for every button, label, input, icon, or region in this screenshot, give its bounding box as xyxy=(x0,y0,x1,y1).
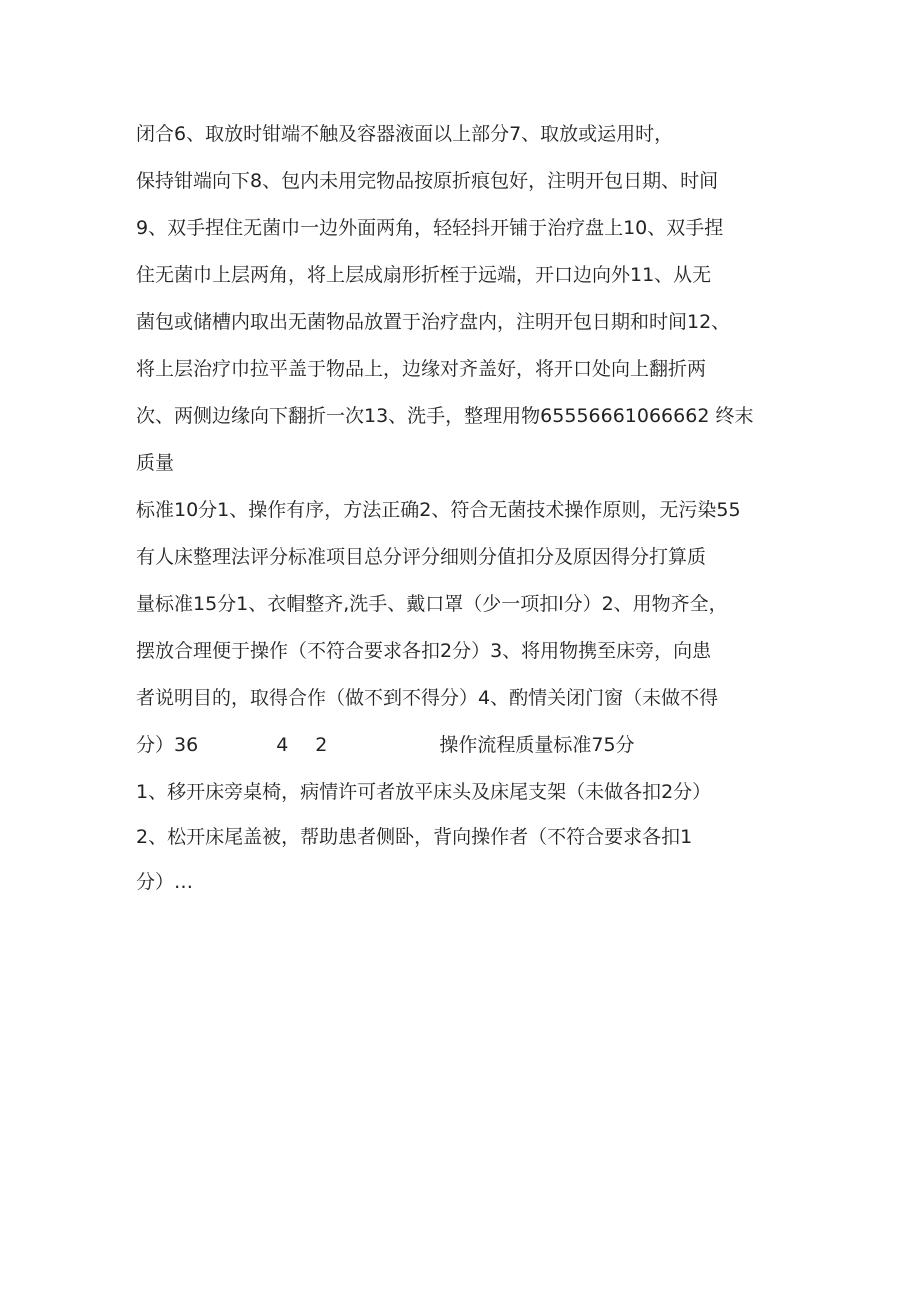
section-heading: 操作流程质量标准75分 xyxy=(439,734,635,756)
text-line: 1、移开床旁桌椅，病情许可者放平床头及床尾支架（未做各扣2分） xyxy=(136,781,712,803)
text-line: 住无菌巾上层两角，将上层成扇形折桎于远端，开口边向外11、从无 xyxy=(136,264,712,286)
text-line: 次、两侧边缘向下翻折一次13、洗手，整理用物65556661066662 终末 xyxy=(136,405,754,427)
text-line: 保持钳端向下8、包内未用完物品按原折痕包好，注明开包日期、时间 xyxy=(136,170,719,192)
text-line: 9、双手捏住无菌巾一边外面两角，轻轻抖开铺于治疗盘上10、双手捏 xyxy=(136,217,724,239)
score-value-b: 2 xyxy=(315,734,328,756)
document-body xyxy=(136,114,812,906)
text-line: 摆放合理便于操作（不符合要求各扣2分）3、将用物携至床旁，向患 xyxy=(136,640,712,662)
text-line: 质量 xyxy=(136,452,175,474)
text-line: 标准10分1、操作有序，方法正确2、符合无菌技术操作原则，无污染55 xyxy=(136,499,741,521)
text-line: 闭合6、取放时钳端不触及容器液面以上部分7、取放或运用时， xyxy=(136,123,674,145)
text-line: 者说明目的，取得合作（做不到不得分）4、酌情关闭门窗（未做不得 xyxy=(136,687,719,709)
text-line: 将上层治疗巾拉平盖于物品上，边缘对齐盖好，将开口处向上翻折两 xyxy=(136,358,707,380)
text-line: 分）… xyxy=(136,871,194,893)
score-prefix: 分）36 xyxy=(136,734,199,756)
score-value-a: 4 xyxy=(276,734,289,756)
text-line: 有人床整理法评分标准项目总分评分细则分值扣分及原因得分打算质 xyxy=(136,546,707,568)
text-line: 菌包或储槽内取出无菌物品放置于治疗盘内，注明开包日期和时间12、 xyxy=(136,311,731,333)
text-line: 量标准15分1、衣帽整齐,洗手、戴口罩（少一项扣l分）2、用物齐全， xyxy=(136,593,728,615)
text-line: 2、松开床尾盖被，帮助患者侧卧，背向操作者（不符合要求各扣1 xyxy=(136,826,693,848)
score-line xyxy=(136,725,812,772)
